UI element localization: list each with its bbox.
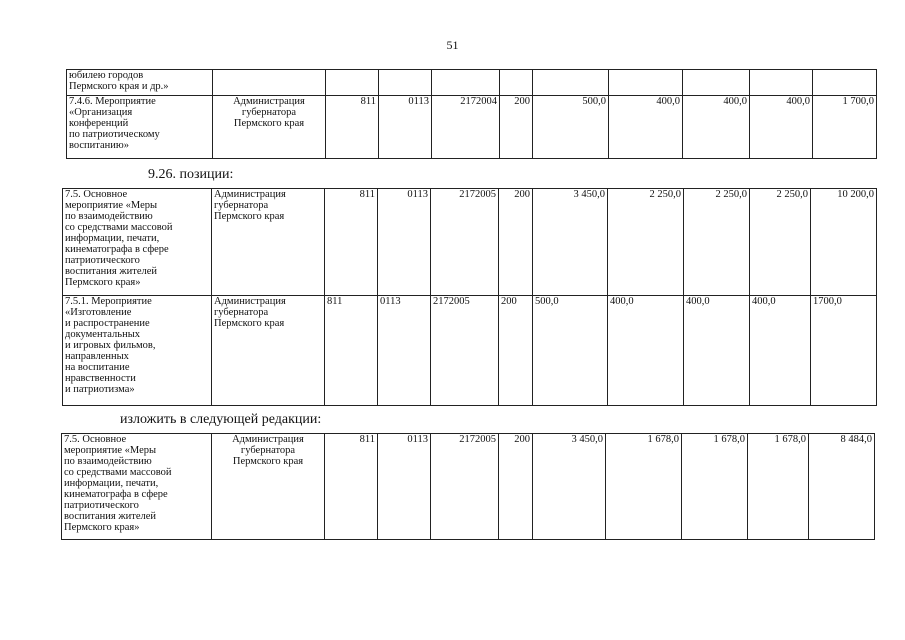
executor-cell: Администрация губернатора Пермского края: [212, 296, 325, 406]
amount-cell: 400,0: [608, 296, 684, 406]
total-cell: 8 484,0: [809, 434, 875, 540]
table-row: [63, 189, 877, 296]
section-heading: 9.26. позиции:: [148, 167, 234, 182]
event-name-cell: 7.4.6. Мероприятие «Организация конференций по патриотическому воспитанию»: [67, 96, 213, 159]
amount-cell: 400,0: [684, 296, 750, 406]
rz-cell: [379, 70, 432, 96]
amount-cell: 400,0: [609, 96, 683, 159]
amount-cell: 400,0: [750, 296, 811, 406]
executor-cell: Администрация губернатора Пермского края: [212, 189, 325, 296]
table-row: [62, 434, 875, 540]
amount-cell: 1 678,0: [682, 434, 748, 540]
executor-cell: [213, 70, 326, 96]
page-number: 51: [446, 38, 459, 52]
rz-cell: 0113: [378, 189, 431, 296]
amount-cell: 500,0: [533, 96, 609, 159]
amount-cell: 400,0: [683, 96, 750, 159]
total-cell: 10 200,0: [811, 189, 877, 296]
grbs-cell: 811: [325, 296, 378, 406]
vr-cell: 200: [500, 96, 533, 159]
executor-cell: Администрация губернатора Пермского края: [213, 96, 326, 159]
amount-cell: 3 450,0: [533, 434, 606, 540]
event-name-cell: 7.5.1. Мероприятие «Изготовление и распространение документальных и игровых фильмов, направленных на воспитание нравственности и патриотизма»: [63, 296, 212, 406]
grbs-cell: 811: [325, 189, 378, 296]
amount-cell: 2 250,0: [608, 189, 684, 296]
rz-cell: 0113: [379, 96, 432, 159]
grbs-cell: 811: [326, 96, 379, 159]
amount-cell: 2 250,0: [684, 189, 750, 296]
vr-cell: [500, 70, 533, 96]
amount-cell: [750, 70, 813, 96]
total-cell: [813, 70, 877, 96]
amount-cell: 400,0: [750, 96, 813, 159]
amount-cell: [683, 70, 750, 96]
total-cell: 1700,0: [811, 296, 877, 406]
csr-cell: 2172005: [431, 189, 499, 296]
csr-cell: [432, 70, 500, 96]
grbs-cell: [326, 70, 379, 96]
rz-cell: 0113: [378, 434, 431, 540]
vr-cell: 200: [499, 434, 533, 540]
csr-cell: 2172005: [431, 296, 499, 406]
amount-cell: 1 678,0: [748, 434, 809, 540]
amount-cell: [533, 70, 609, 96]
table-row: [63, 296, 877, 406]
rz-cell: 0113: [378, 296, 431, 406]
total-cell: 1 700,0: [813, 96, 877, 159]
table-old-positions: [62, 188, 877, 406]
csr-cell: 2172005: [431, 434, 499, 540]
amount-cell: 3 450,0: [533, 189, 608, 296]
table-row: [67, 70, 877, 96]
event-name-cell: 7.5. Основное мероприятие «Меры по взаимодействию со средствами массовой информации, печати, кинематографа в сфере патриотического воспитания жителей Пермского края»: [63, 189, 212, 296]
grbs-cell: 811: [325, 434, 378, 540]
amount-cell: 2 250,0: [750, 189, 811, 296]
amount-cell: [609, 70, 683, 96]
vr-cell: 200: [499, 296, 533, 406]
amount-cell: 1 678,0: [606, 434, 682, 540]
event-name-cell: 7.5. Основное мероприятие «Меры по взаимодействию со средствами массовой информации, печати, кинематографа в сфере патриотического воспитания жителей Пермского края»: [62, 434, 212, 540]
table-row: [67, 96, 877, 159]
section-heading: изложить в следующей редакции:: [120, 412, 322, 427]
vr-cell: 200: [499, 189, 533, 296]
executor-cell: Администрация губернатора Пермского края: [212, 434, 325, 540]
event-name-cell: юбилею городов Пермского края и др.»: [67, 70, 213, 96]
amount-cell: 500,0: [533, 296, 608, 406]
table-continuation: [66, 69, 877, 159]
csr-cell: 2172004: [432, 96, 500, 159]
table-new-edition: [61, 433, 875, 540]
